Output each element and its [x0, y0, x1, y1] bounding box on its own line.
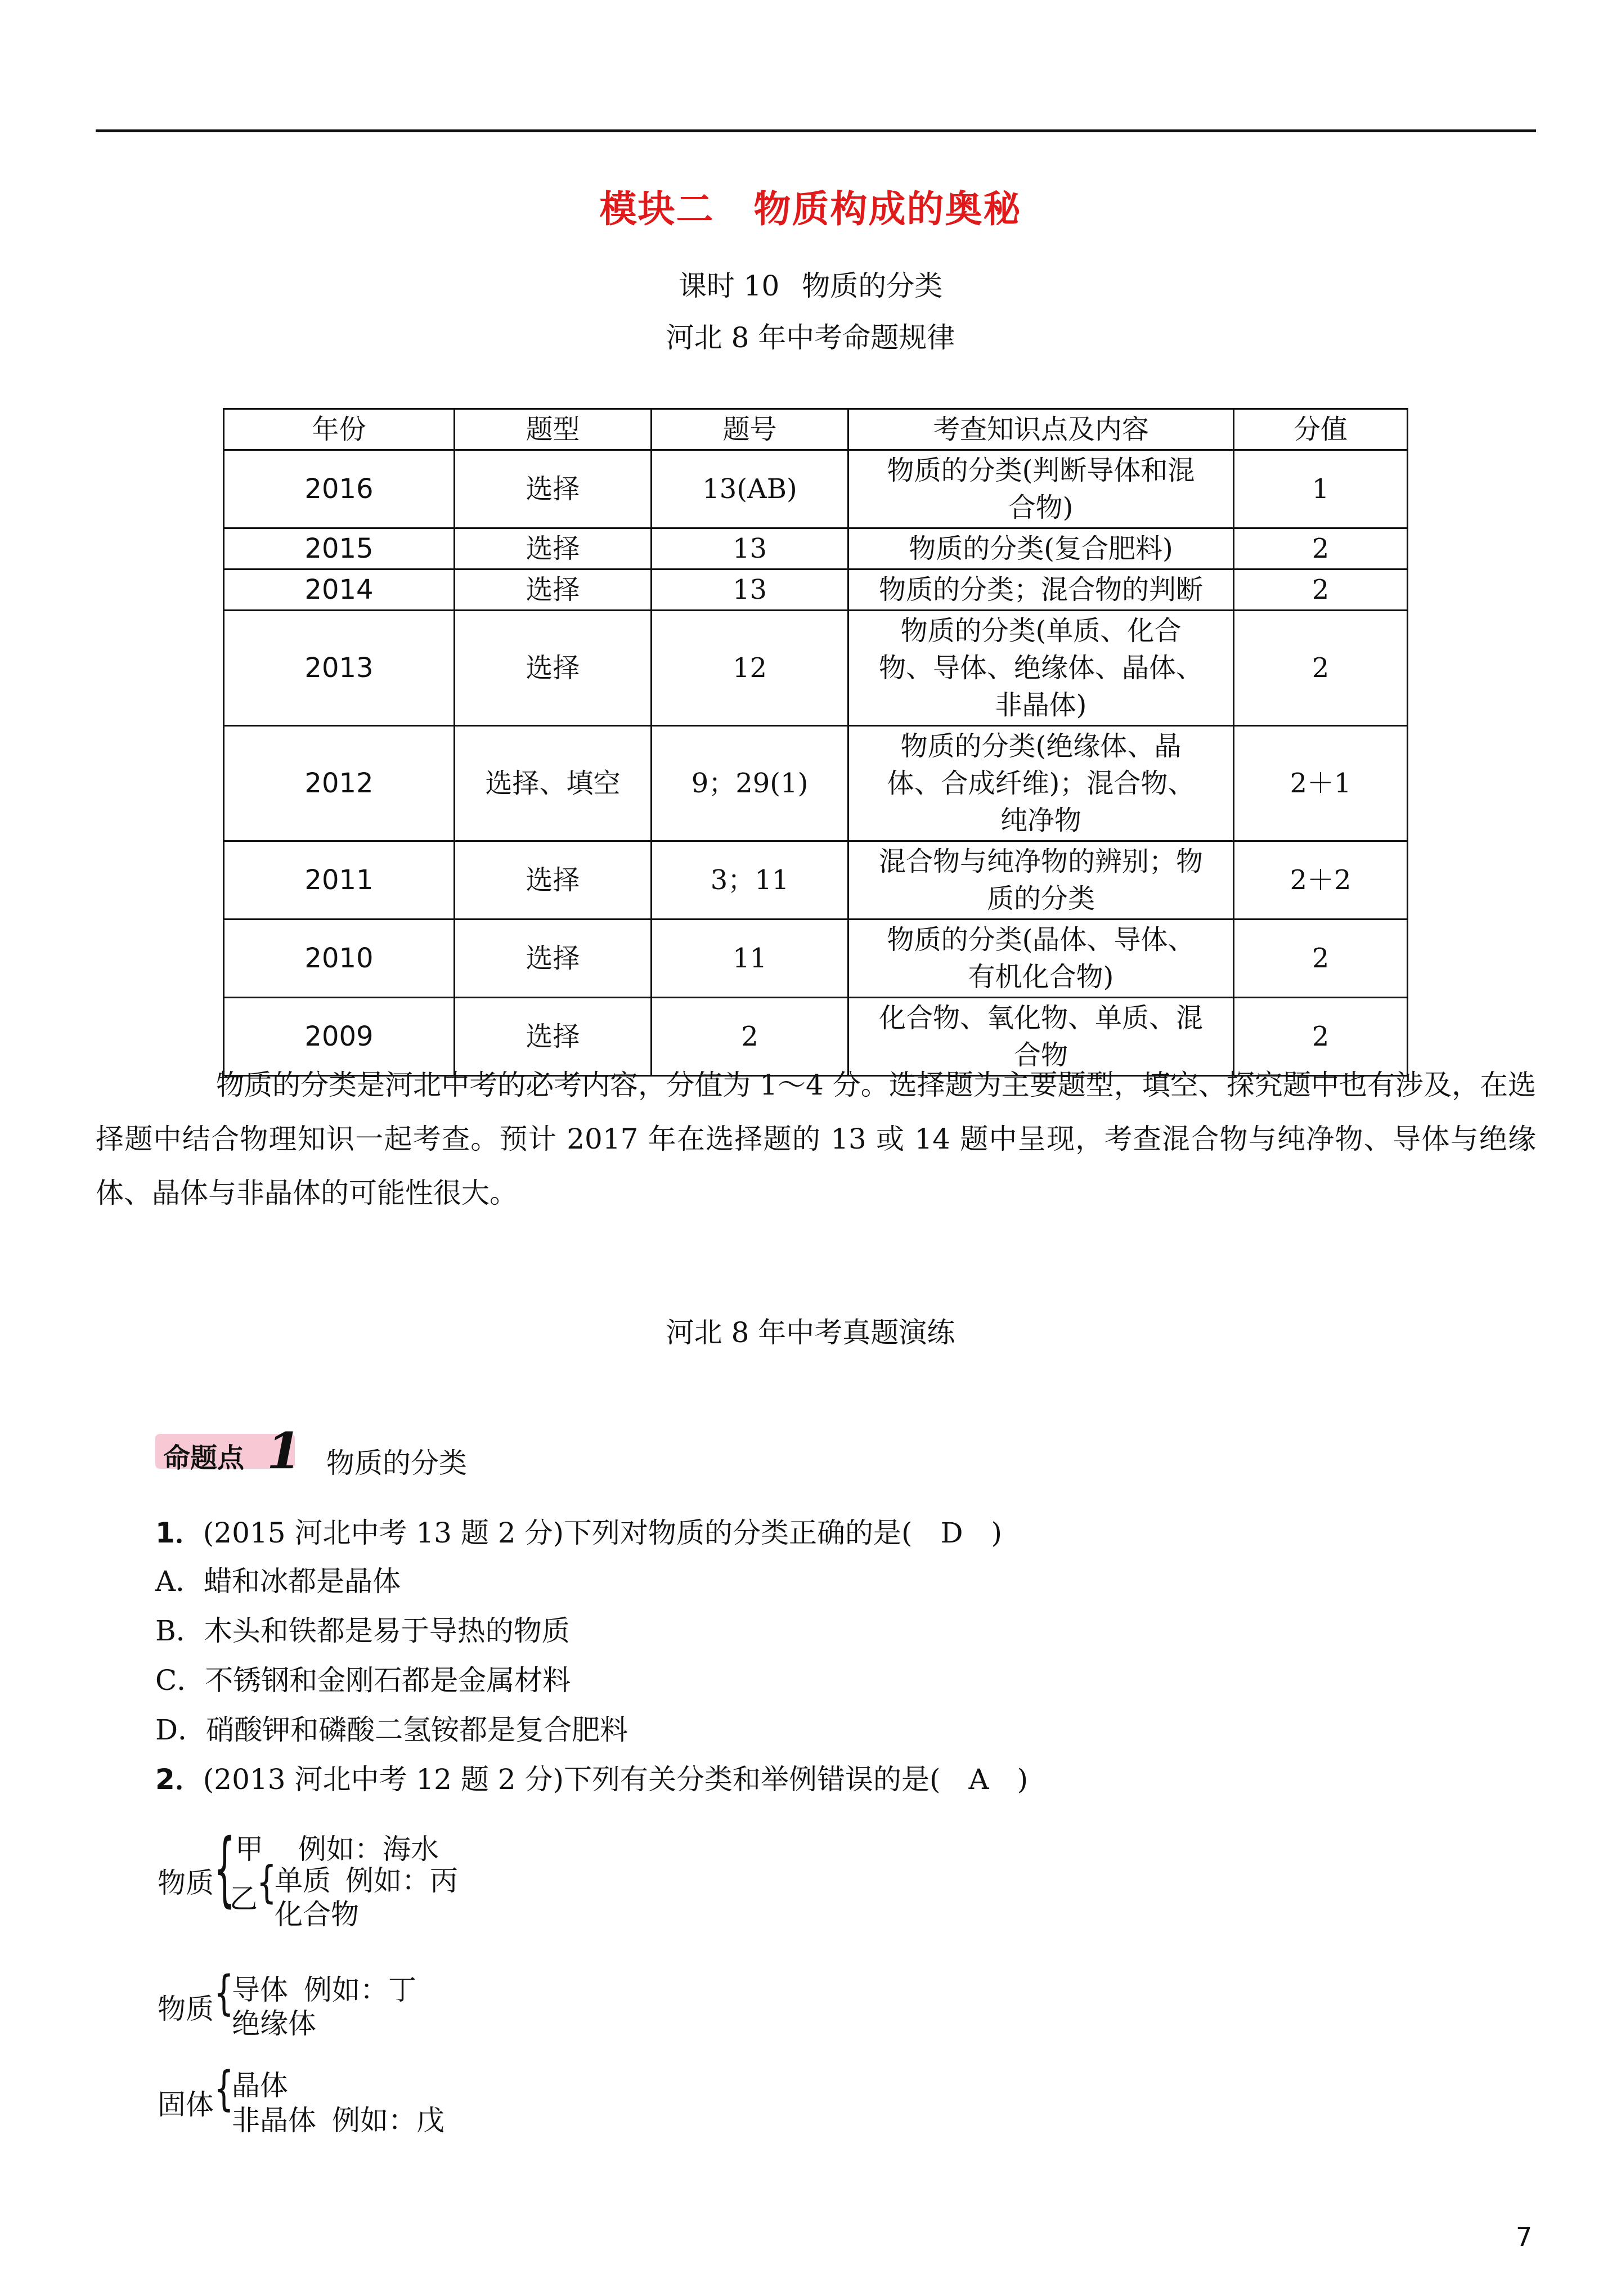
topic-badge — [155, 1421, 302, 1480]
cell-content-line: 物质的分类(判断导体和混 — [887, 455, 1195, 486]
cell-number: 13 — [652, 528, 848, 569]
module-title-part-a: 模块二 — [599, 187, 715, 231]
cell-number: 3；11 — [652, 841, 848, 920]
cell-content-line: 质的分类 — [986, 883, 1095, 914]
lesson-title — [0, 263, 1621, 304]
left-brace-icon: { — [214, 1822, 236, 1917]
cell-score: 2＋2 — [1234, 841, 1408, 920]
cell-number: 9；29(1) — [652, 726, 848, 841]
cell-content — [848, 450, 1234, 528]
cell-score: 2 — [1234, 998, 1408, 1076]
cell-number: 13(AB) — [652, 450, 848, 528]
table-row — [224, 611, 1408, 726]
exam-summary-table — [223, 408, 1408, 1077]
cell-content-line: 物质的分类(绝缘体、晶 — [900, 730, 1182, 762]
cell-type: 选择 — [455, 841, 652, 920]
cell-year: 2009 — [224, 998, 455, 1076]
question-1 — [155, 1510, 1002, 1551]
topic-title: 物质的分类 — [326, 1447, 467, 1479]
cell-content — [848, 569, 1234, 611]
cell-score: 1 — [1234, 450, 1408, 528]
cell-content-line: 混合物与纯净物的辨别；物 — [878, 846, 1203, 877]
cell-year: 2013 — [224, 611, 455, 726]
cell-year: 2015 — [224, 528, 455, 569]
lesson-name: 物质的分类 — [802, 270, 943, 302]
cell-type: 选择 — [455, 450, 652, 528]
cell-score: 2 — [1234, 569, 1408, 611]
diagram-3-feijingti-example: 例如：戊 — [332, 2104, 444, 2137]
cell-year: 2011 — [224, 841, 455, 920]
cell-content-line: 非晶体) — [995, 689, 1087, 721]
question-1-number: 1． — [155, 1517, 203, 1549]
cell-content-line: 物、导体、绝缘体、晶体、 — [878, 652, 1203, 684]
topic-badge-number: 1 — [267, 1421, 302, 1480]
cell-type: 选择 — [455, 920, 652, 998]
cell-content-line: 物质的分类(复合肥料) — [909, 533, 1173, 564]
cell-content — [848, 841, 1234, 920]
cell-content-line: 体、合成纤维)；混合物、 — [887, 768, 1195, 799]
diagram-3-feijingti: 非晶体 — [232, 2104, 316, 2137]
diagram-3-root: 固体 — [158, 2088, 214, 2121]
cell-content-line: 合物) — [1008, 492, 1074, 523]
cell-content — [848, 611, 1234, 726]
cell-content — [848, 726, 1234, 841]
header-type: 题型 — [455, 409, 652, 450]
cell-type: 选择 — [455, 611, 652, 726]
cell-type: 选择 — [455, 569, 652, 611]
cell-type: 选择 — [455, 528, 652, 569]
top-rule — [96, 129, 1536, 132]
cell-type: 选择 — [455, 998, 652, 1076]
page-number: 7 — [1516, 2222, 1533, 2252]
cell-content — [848, 528, 1234, 569]
table-row — [224, 920, 1408, 998]
cell-number: 11 — [652, 920, 848, 998]
diagram-1-danzhi-example: 例如：丙 — [345, 1864, 458, 1897]
cell-score: 2 — [1234, 920, 1408, 998]
cell-number: 12 — [652, 611, 848, 726]
cell-year: 2016 — [224, 450, 455, 528]
header-content: 考查知识点及内容 — [848, 409, 1234, 450]
question-1-option-d: D．硝酸钾和磷酸二氢铵都是复合肥料 — [155, 1714, 628, 1746]
question-1-option-b: B．木头和铁都是易于导热的物质 — [155, 1615, 570, 1647]
rules-heading: 河北 8 年中考命题规律 — [666, 321, 955, 354]
diagram-1-huahewu: 化合物 — [275, 1898, 359, 1931]
diagram-2-jueyuanti: 绝缘体 — [232, 2007, 316, 2040]
table-row — [224, 528, 1408, 569]
left-brace-icon: { — [214, 2062, 234, 2117]
diagram-3-jingti: 晶体 — [232, 2069, 288, 2102]
diagram-2-root: 物质 — [158, 1993, 214, 2025]
question-2-stem: (2013 河北中考 12 题 2 分)下列有关分类和举例错误的是( A ) — [203, 1763, 1029, 1796]
question-1-option-c: C．不锈钢和金刚石都是金属材料 — [155, 1664, 571, 1697]
left-brace-icon: { — [214, 1966, 234, 2021]
diagram-1-root: 物质 — [158, 1867, 214, 1899]
summary-paragraph: 物质的分类是河北中考的必考内容，分值为 1～4 分。选择题为主要题型，填空、探究题中也有涉及，在选择题中结合物理知识一起考查。预计 2017 年在选择题的 13 或 14 题中呈现，考查混合物与纯净物、导体与绝缘体、晶体与非晶体的可能性很大。 — [96, 1069, 1536, 1209]
table-row — [224, 569, 1408, 611]
header-number: 题号 — [652, 409, 848, 450]
table-row — [224, 841, 1408, 920]
cell-year: 2014 — [224, 569, 455, 611]
module-title — [0, 179, 1621, 232]
diagram-1-jia: 甲 — [235, 1833, 263, 1866]
cell-content-line: 物质的分类；混合物的判断 — [878, 574, 1203, 606]
cell-year: 2012 — [224, 726, 455, 841]
diagram-2-daoti: 导体 — [232, 1974, 288, 2006]
diagram-2-daoti-example: 例如：丁 — [304, 1974, 416, 2006]
cell-number: 2 — [652, 998, 848, 1076]
cell-score: 2＋1 — [1234, 726, 1408, 841]
question-2-number: 2． — [155, 1763, 203, 1796]
diagram-1-danzhi: 单质 — [275, 1864, 331, 1897]
lesson-number: 课时 10 — [678, 270, 780, 302]
diagram-1-yi: 乙 — [230, 1882, 258, 1915]
table-row — [224, 450, 1408, 528]
table-header-row — [224, 409, 1408, 450]
table-row — [224, 726, 1408, 841]
cell-year: 2010 — [224, 920, 455, 998]
cell-content-line: 物质的分类(晶体、导体、 — [887, 924, 1195, 956]
cell-content-line: 有机化合物) — [968, 961, 1114, 993]
topic-badge-label: 命题点 — [163, 1442, 245, 1474]
header-score: 分值 — [1234, 409, 1408, 450]
left-brace-icon: { — [257, 1857, 277, 1908]
cell-content-line: 物质的分类(单质、化合 — [900, 615, 1182, 647]
cell-content — [848, 920, 1234, 998]
diagram-1-jia-example: 例如：海水 — [298, 1833, 439, 1866]
module-title-part-b: 物质构成的奥秘 — [753, 187, 1022, 231]
cell-number: 13 — [652, 569, 848, 611]
cell-content-line: 纯净物 — [1000, 805, 1081, 836]
cell-type: 选择、填空 — [455, 726, 652, 841]
question-2 — [155, 1757, 1028, 1797]
practice-heading: 河北 8 年中考真题演练 — [666, 1316, 955, 1349]
header-year: 年份 — [224, 409, 455, 450]
cell-score: 2 — [1234, 528, 1408, 569]
question-1-stem: (2015 河北中考 13 题 2 分)下列对物质的分类正确的是( D ) — [203, 1517, 1003, 1549]
cell-content-line: 合物 — [1013, 1039, 1068, 1071]
cell-score: 2 — [1234, 611, 1408, 726]
cell-content-line: 化合物、氧化物、单质、混 — [878, 1002, 1203, 1034]
question-1-option-a: A．蜡和冰都是晶体 — [155, 1565, 401, 1598]
